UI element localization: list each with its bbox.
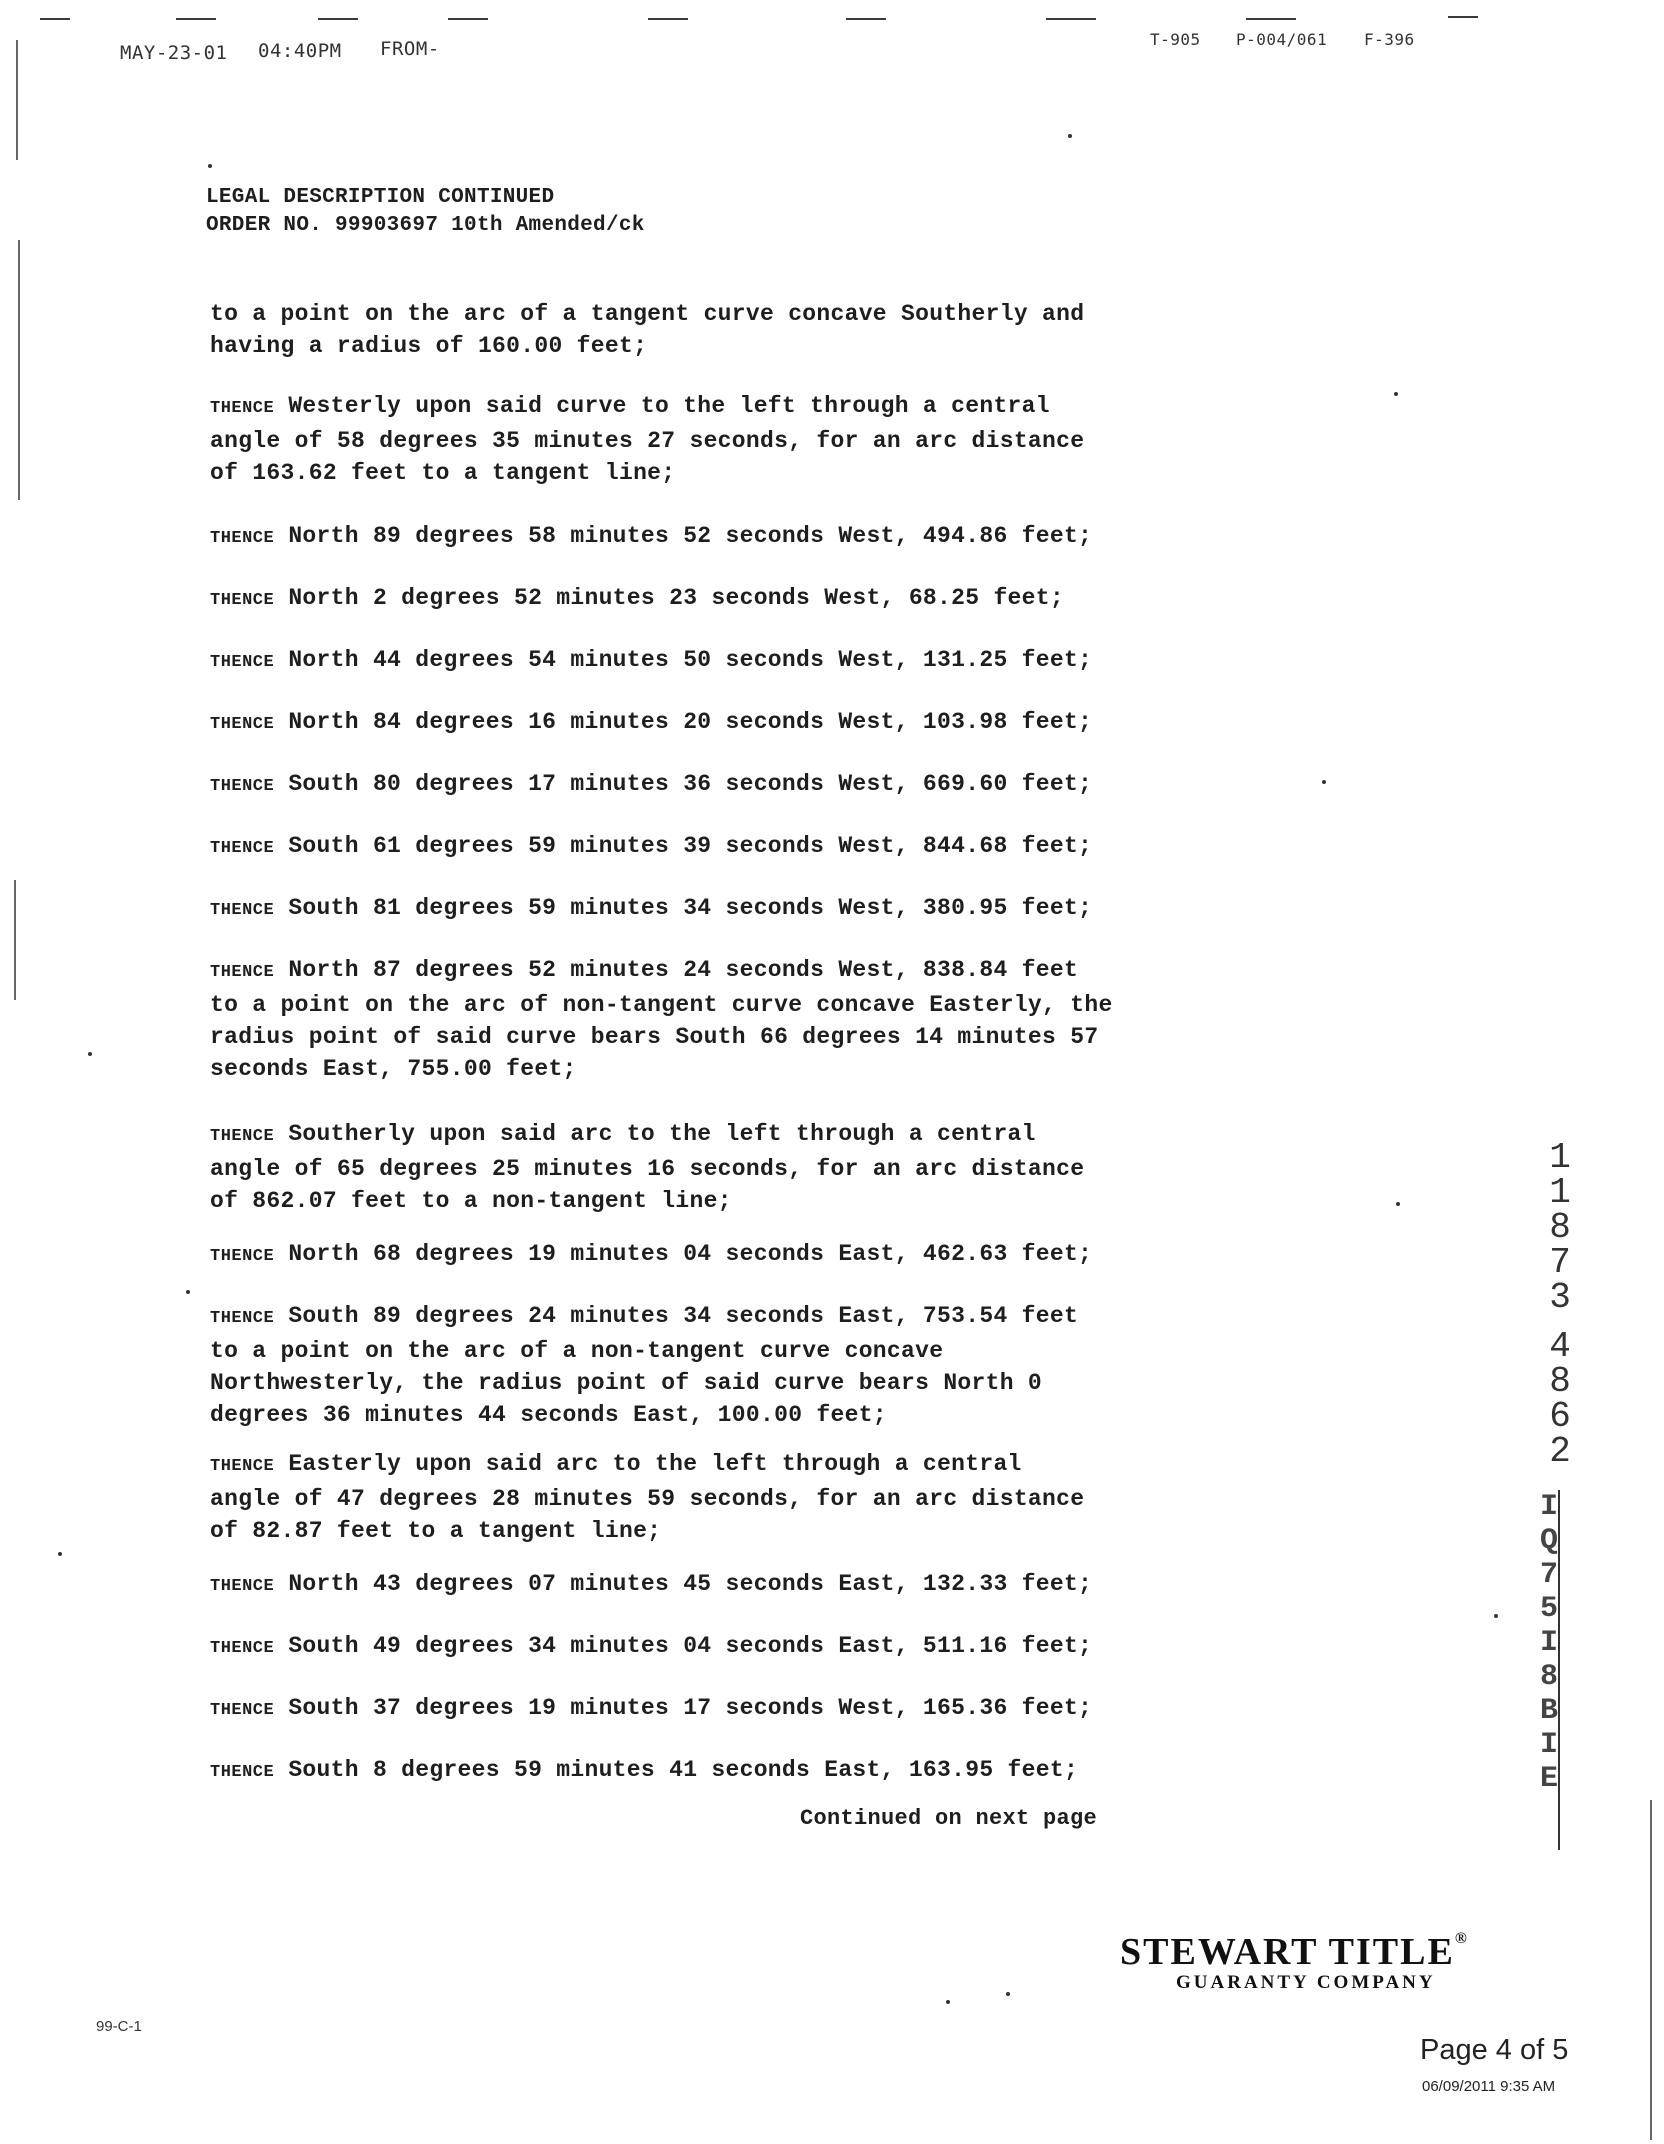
thence-keyword: THENCE xyxy=(210,963,275,982)
fax-from: FROM- xyxy=(380,38,440,60)
line-text: North 68 degrees 19 minutes 04 seconds East, 462.63 feet; xyxy=(288,1241,1093,1267)
thence-keyword: THENCE xyxy=(210,399,275,418)
legal-paragraph xyxy=(210,954,1210,1085)
paragraph-line xyxy=(210,1692,1210,1727)
paragraph-line xyxy=(210,892,1210,927)
scan-dash xyxy=(648,18,688,20)
legal-paragraph xyxy=(210,1238,1210,1273)
thence-keyword: THENCE xyxy=(210,1309,275,1328)
paragraph-line xyxy=(210,1754,1210,1789)
scan-dash xyxy=(176,18,216,20)
stamp-digit: 7 xyxy=(1549,1242,1571,1283)
thence-keyword: THENCE xyxy=(210,1763,275,1782)
paragraph-line xyxy=(210,830,1210,865)
stamp-digit: 6 xyxy=(1549,1396,1571,1437)
line-text: to a point on the arc of non-tangent curve concave Easterly, the xyxy=(210,992,1113,1018)
scan-speck xyxy=(1068,134,1072,138)
line-text: South 89 degrees 24 minutes 34 seconds East, 753.54 feet xyxy=(288,1303,1079,1329)
line-text: Northwesterly, the radius point of said curve bears North 0 xyxy=(210,1370,1043,1396)
legal-paragraph xyxy=(210,520,1210,555)
scan-speck xyxy=(1396,1202,1400,1206)
scan-edge-line xyxy=(16,40,18,160)
line-text: South 49 degrees 34 minutes 04 seconds East, 511.16 feet; xyxy=(288,1633,1093,1659)
line-text: North 43 degrees 07 minutes 45 seconds East, 132.33 feet; xyxy=(288,1571,1093,1597)
legal-paragraph xyxy=(210,1448,1210,1547)
line-text: angle of 65 degrees 25 minutes 16 seconds, for an arc distance xyxy=(210,1156,1085,1182)
legal-paragraph xyxy=(210,768,1210,803)
paragraph-line xyxy=(210,1630,1210,1665)
paragraph-line xyxy=(210,954,1210,989)
logo-subtitle: GUARANTY COMPANY xyxy=(1176,1972,1436,1993)
legal-paragraph xyxy=(210,1568,1210,1603)
paragraph-line xyxy=(210,582,1210,617)
scan-speck xyxy=(1006,1992,1010,1996)
scan-dash xyxy=(318,18,358,20)
paragraph-line xyxy=(210,1515,1210,1547)
thence-keyword: THENCE xyxy=(210,715,275,734)
paragraph-line xyxy=(210,390,1210,425)
legal-description-heading: LEGAL DESCRIPTION CONTINUED xyxy=(206,186,555,209)
line-text: angle of 47 degrees 28 minutes 59 seconds, for an arc distance xyxy=(210,1486,1085,1512)
continued-note: Continued on next page xyxy=(800,1806,1098,1831)
line-text: having a radius of 160.00 feet; xyxy=(210,333,648,359)
scan-speck xyxy=(58,1552,62,1556)
thence-keyword: THENCE xyxy=(210,1247,275,1266)
line-text: to a point on the arc of a non-tangent curve concave xyxy=(210,1338,944,1364)
legal-paragraph xyxy=(210,1754,1210,1789)
stamp-digit: 2 xyxy=(1549,1431,1571,1472)
paragraph-line xyxy=(210,1053,1210,1085)
line-text: South 37 degrees 19 minutes 17 seconds West, 165.36 feet; xyxy=(288,1695,1093,1721)
paragraph-line xyxy=(210,1367,1210,1399)
thence-keyword: THENCE xyxy=(210,529,275,548)
paragraph-line xyxy=(210,1185,1210,1217)
scan-speck xyxy=(1394,392,1398,396)
legal-paragraph xyxy=(210,1118,1210,1217)
stamp-digit: 4 xyxy=(1549,1326,1571,1367)
paragraph-line xyxy=(210,1118,1210,1153)
stamp-strike-marks: I Q 7 5 I 8 B I E xyxy=(1540,1490,1559,1796)
thence-keyword: THENCE xyxy=(210,591,275,610)
scan-dash xyxy=(1246,18,1296,20)
scan-edge-line xyxy=(14,880,16,1000)
legal-paragraph xyxy=(210,830,1210,865)
paragraph-line xyxy=(210,1483,1210,1515)
scan-edge-line xyxy=(1650,1800,1652,2140)
stewart-title-logo xyxy=(1120,1930,1469,1974)
scan-edge-line xyxy=(18,240,20,500)
scan-dash xyxy=(1046,18,1096,20)
paragraph-line xyxy=(210,1300,1210,1335)
line-text: seconds East, 755.00 feet; xyxy=(210,1056,577,1082)
line-text: Westerly upon said curve to the left through a central xyxy=(288,393,1050,419)
legal-paragraph xyxy=(210,390,1210,489)
thence-keyword: THENCE xyxy=(210,901,275,920)
line-text: North 44 degrees 54 minutes 50 seconds West, 131.25 feet; xyxy=(288,647,1093,673)
paragraph-line xyxy=(210,1448,1210,1483)
order-number: ORDER NO. 99903697 10th Amended/ck xyxy=(206,214,645,237)
thence-keyword: THENCE xyxy=(210,1127,275,1146)
thence-keyword: THENCE xyxy=(210,653,275,672)
line-text: of 862.07 feet to a non-tangent line; xyxy=(210,1188,732,1214)
paragraph-line xyxy=(210,330,1210,362)
legal-paragraph xyxy=(210,298,1210,362)
legal-paragraph xyxy=(210,1692,1210,1727)
paragraph-line xyxy=(210,520,1210,555)
stamp-digit: 8 xyxy=(1549,1207,1571,1248)
paragraph-line xyxy=(210,298,1210,330)
scan-speck xyxy=(946,2000,950,2004)
stamp-digit: 1 xyxy=(1549,1172,1571,1213)
line-text: to a point on the arc of a tangent curve concave Southerly and xyxy=(210,301,1085,327)
line-text: South 61 degrees 59 minutes 39 seconds West, 844.68 feet; xyxy=(288,833,1093,859)
fax-id-mark: F-396 xyxy=(1364,30,1415,49)
line-text: North 84 degrees 16 minutes 20 seconds West, 103.98 feet; xyxy=(288,709,1093,735)
fax-time: 04:40PM xyxy=(258,40,342,62)
line-text: North 87 degrees 52 minutes 24 seconds West, 838.84 feet xyxy=(288,957,1079,983)
thence-keyword: THENCE xyxy=(210,1577,275,1596)
paragraph-line xyxy=(210,425,1210,457)
scan-dash xyxy=(40,18,70,20)
line-text: radius point of said curve bears South 66 degrees 14 minutes 57 xyxy=(210,1024,1099,1050)
paragraph-line xyxy=(210,457,1210,489)
scan-dash xyxy=(846,18,886,20)
line-text: Southerly upon said arc to the left through a central xyxy=(288,1121,1036,1147)
thence-keyword: THENCE xyxy=(210,1457,275,1476)
line-text: North 2 degrees 52 minutes 23 seconds West, 68.25 feet; xyxy=(288,585,1064,611)
paragraph-line xyxy=(210,989,1210,1021)
line-text: of 163.62 feet to a tangent line; xyxy=(210,460,676,486)
legal-paragraph xyxy=(210,582,1210,617)
thence-keyword: THENCE xyxy=(210,777,275,796)
legal-paragraph xyxy=(210,644,1210,679)
thence-keyword: THENCE xyxy=(210,1639,275,1658)
scan-dash xyxy=(1448,16,1478,18)
stamp-digit: 3 xyxy=(1549,1277,1571,1318)
paragraph-line xyxy=(210,1238,1210,1273)
line-text: angle of 58 degrees 35 minutes 27 seconds, for an arc distance xyxy=(210,428,1085,454)
fax-transmission-mark: T-905 xyxy=(1150,30,1201,49)
scan-speck xyxy=(88,1052,92,1056)
stamp-digit: 8 xyxy=(1549,1361,1571,1402)
line-text: South 8 degrees 59 minutes 41 seconds East, 163.95 feet; xyxy=(288,1757,1079,1783)
scan-speck xyxy=(186,1290,190,1294)
line-text: South 81 degrees 59 minutes 34 seconds West, 380.95 feet; xyxy=(288,895,1093,921)
print-timestamp: 06/09/2011 9:35 AM xyxy=(1422,2078,1556,2095)
legal-paragraph xyxy=(210,706,1210,741)
registered-mark: ® xyxy=(1454,1930,1469,1947)
scan-speck xyxy=(1494,1614,1498,1618)
form-number: 99-C-1 xyxy=(96,2018,142,2035)
page-number: Page 4 of 5 xyxy=(1420,2034,1569,2066)
line-text: Easterly upon said arc to the left through a central xyxy=(288,1451,1022,1477)
line-text: South 80 degrees 17 minutes 36 seconds West, 669.60 feet; xyxy=(288,771,1093,797)
paragraph-line xyxy=(210,1335,1210,1367)
scan-dash xyxy=(448,18,488,20)
paragraph-line xyxy=(210,768,1210,803)
paragraph-line xyxy=(210,1153,1210,1185)
legal-paragraph xyxy=(210,892,1210,927)
fax-date: MAY-23-01 xyxy=(120,42,228,64)
logo-name: STEWART TITLE xyxy=(1120,1931,1455,1973)
paragraph-line xyxy=(210,1021,1210,1053)
paragraph-line xyxy=(210,706,1210,741)
scan-speck xyxy=(1322,780,1326,784)
scan-speck xyxy=(208,164,212,168)
paragraph-line xyxy=(210,1568,1210,1603)
thence-keyword: THENCE xyxy=(210,839,275,858)
stamp-digit: 1 xyxy=(1549,1137,1571,1178)
fax-page-mark: P-004/061 xyxy=(1236,30,1328,49)
paragraph-line xyxy=(210,1399,1210,1431)
line-text: of 82.87 feet to a tangent line; xyxy=(210,1518,662,1544)
line-text: degrees 36 minutes 44 seconds East, 100.00 feet; xyxy=(210,1402,887,1428)
paragraph-line xyxy=(210,644,1210,679)
legal-paragraph xyxy=(210,1300,1210,1431)
legal-paragraph xyxy=(210,1630,1210,1665)
recording-number-stamp xyxy=(1542,1137,1578,1472)
thence-keyword: THENCE xyxy=(210,1701,275,1720)
line-text: North 89 degrees 58 minutes 52 seconds West, 494.86 feet; xyxy=(288,523,1093,549)
